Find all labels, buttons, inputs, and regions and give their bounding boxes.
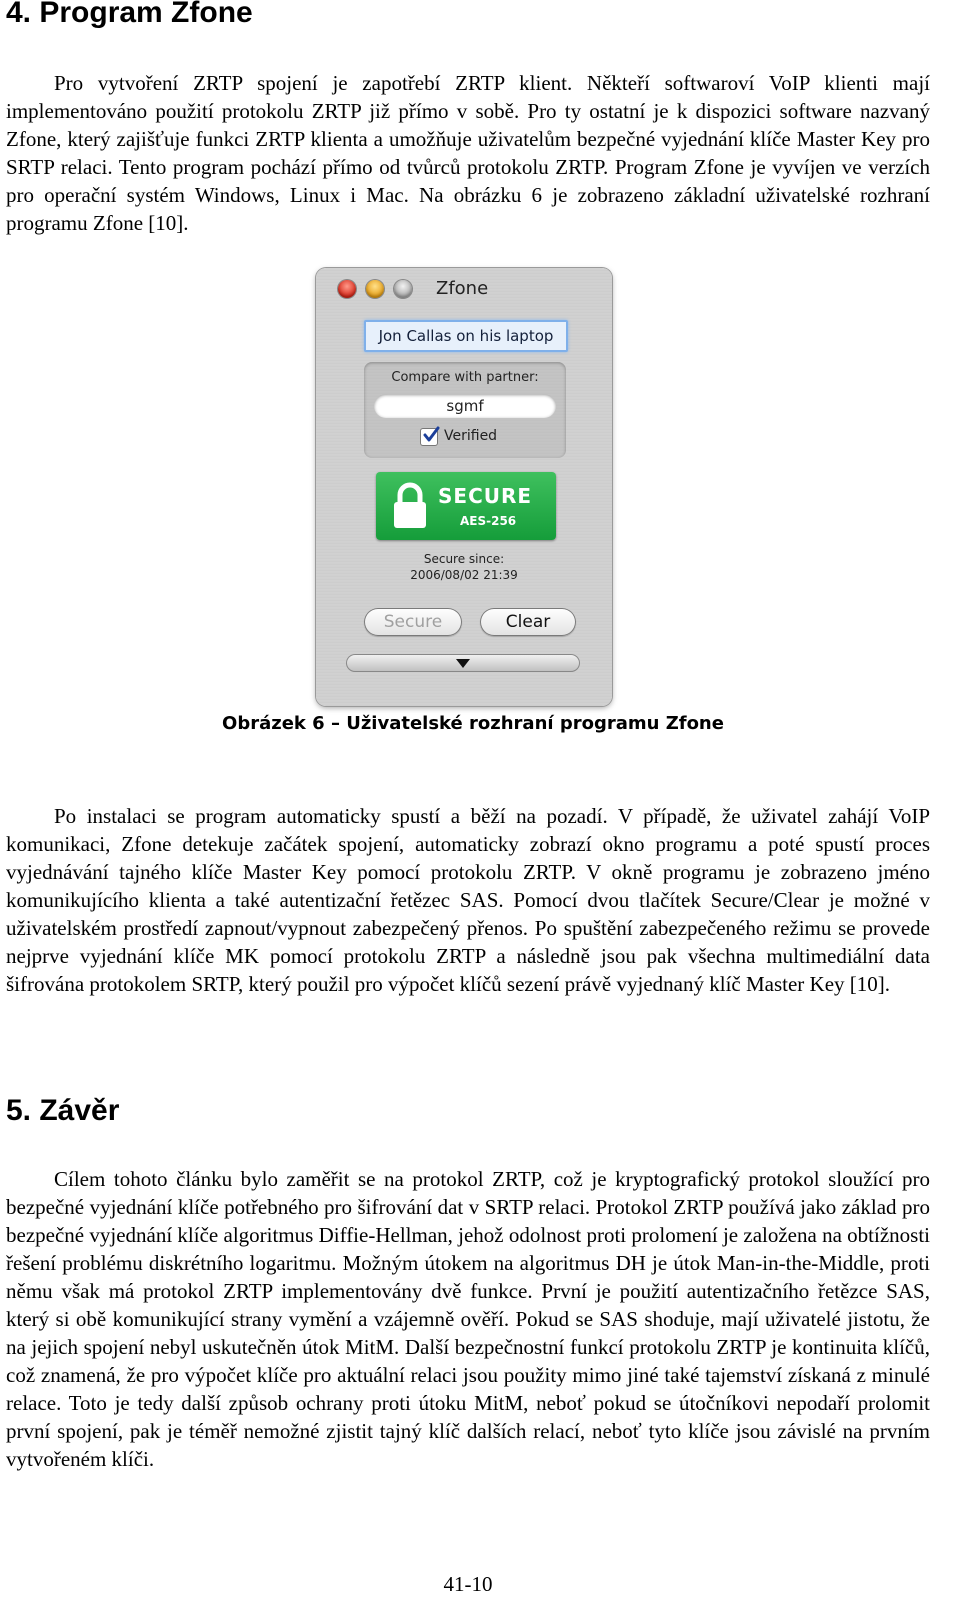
sas-field: sgmf: [374, 394, 556, 418]
minimize-icon[interactable]: [366, 280, 384, 298]
lock-icon: [392, 482, 428, 530]
secure-status-label: SECURE: [438, 484, 533, 508]
figure-caption: Obrázek 6 – Uživatelské rozhraní programu Zfone: [222, 713, 724, 734]
chevron-down-icon: [456, 659, 470, 668]
compare-panel: [364, 362, 566, 458]
zfone-window-figure: [316, 268, 612, 706]
checkmark-icon: [422, 426, 440, 444]
compare-label: Compare with partner:: [391, 370, 539, 385]
partner-name-field[interactable]: Jon Callas on his laptop: [364, 320, 568, 352]
clear-button[interactable]: Clear: [480, 608, 576, 636]
drawer-toggle[interactable]: [346, 654, 580, 672]
zoom-icon[interactable]: [394, 280, 412, 298]
secure-since-label: Secure since:: [423, 552, 505, 566]
secure-since-value: 2006/08/02 21:39: [410, 568, 518, 582]
cipher-label: AES-256: [460, 514, 517, 528]
section-5-paragraph: Cílem tohoto článku bylo zaměřit se na protokol ZRTP, což je kryptografický protokol sloužící pro bezpečné vyjednání klíče potřebného pro šifrování dat v SRTP relaci. Protokol ZRTP používá jako základ pro bezpečné vyjednání klíče algoritmus Diffie-Hellman, jehož odolnost proti prolomení je založena na obtížnosti řešení problému diskrétního logaritmu. Možným útokem na algoritmus DH je útok Man-in-the-Middle, proti němu však má protokol ZRTP implementovány dvě funkce. První je použití autentizačního řetězce SAS, který si obě komunikující strany vymění a vzájemně ověří. Pokud se SAS shoduje, mají uživatelé jistotu, že na jejich spojení nebyl uskutečněn útok MitM. Další bezpečnostní funkcí protokolu ZRTP je kontinuita klíčů, což znamená, že pro výpočet klíče pro aktuální relaci jsou použity mimo jiné také tajemství získaná z minulé relace. Toto je tedy další způsob ochrany proti útoku MitM, neboť pokud se útočníkovi nepodaří prolomit první spojení, pak je téměř nemožné zjistit tajný klíč dalších relací, neboť tyto klíče jsou závislé na prvním vytvořeném klíči.: [6, 1167, 930, 1471]
secure-button[interactable]: Secure: [364, 608, 462, 636]
verified-label: Verified: [444, 428, 498, 444]
section-4-heading: 4. Program Zfone: [6, 0, 253, 29]
page-number: 41-10: [443, 1572, 493, 1596]
section-4-paragraph-2: Po instalaci se program automaticky spustí a běží na pozadí. V případě, že uživatel zahájí VoIP komunikaci, Zfone detekuje začátek spojení, automaticky zobrazí okno programu a poté spustí proces vyjednávání tajného klíče Master Key pomocí protokolu ZRTP. V okně programu je zobrazeno jméno komunikujícího klienta a také autentizační řetězec SAS. Pomocí dvou tlačítek Secure/Clear je možné v uživatelském prostředí zapnout/vypnout zabezpečený přenos. Po spuštění zabezpečeného režimu se provede nejprve vyjednání klíče MK pomocí protokolu ZRTP a následně jsou pak všechna multimediální data šifrována protokolem SRTP, který použil pro výpočet klíčů sezení právě vyjednaný klíč Master Key [10].: [6, 804, 930, 996]
secure-status-panel: [376, 472, 556, 540]
section-5-heading: 5. Závěr: [6, 1094, 120, 1127]
close-icon[interactable]: [338, 280, 356, 298]
window-title: Zfone: [436, 278, 489, 299]
verified-checkbox[interactable]: [420, 428, 438, 446]
section-4-paragraph-1: Pro vytvoření ZRTP spojení je zapotřebí ZRTP klient. Někteří softwaroví VoIP klienti mají implementováno použití protokolu ZRTP již přímo v sobě. Pro ty ostatní je k dispozici software nazvaný Zfone, který zajišťuje funkci ZRTP klienta a umožňuje uživatelům bezpečné vyjednání klíče Master Key pro SRTP relaci. Tento program pochází přímo od tvůrců protokolu ZRTP. Program Zfone je vyvíjen ve verzích pro operační systém Windows, Linux i Mac. Na obrázku 6 je zobrazeno základní uživatelské rozhraní programu Zfone [10].: [6, 71, 930, 235]
